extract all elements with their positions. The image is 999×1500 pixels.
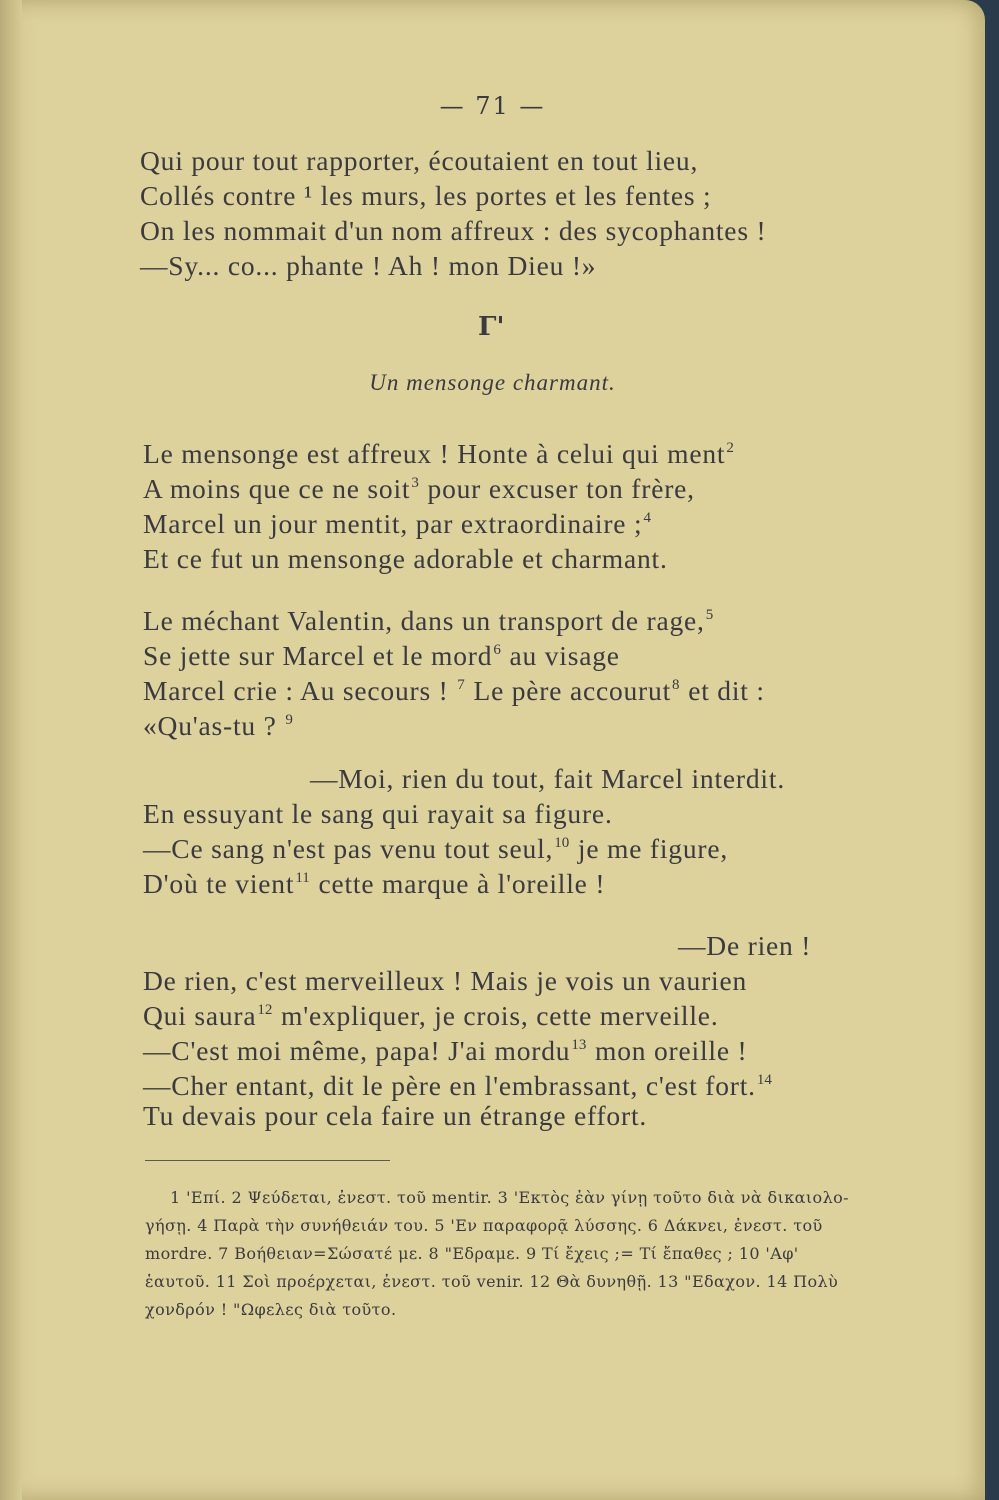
- verse-line: —Ce sang n'est pas venu tout seul,$^{10}$ je me figure,: [143, 833, 729, 864]
- verse-line: —De rien !: [678, 930, 812, 961]
- verse-line: Tu devais pour cela faire un étrange effort.: [143, 1100, 648, 1131]
- footnote-line: χονδρόν ! "Ωφελες διὰ τοῦτο.: [145, 1300, 397, 1319]
- footnote-line: ἑαυτοῦ. 11 Σοὶ προέρχεται, ἐνεστ. τοῦ venir. 12 Θὰ δυνηθῇ. 13 "Εδαχον. 14 Πολὺ: [145, 1272, 839, 1291]
- footnote-ref: 6: [493, 642, 501, 658]
- verse-line: «Qu'as-tu ? $^9$: [143, 710, 293, 741]
- footnote-ref: 4: [643, 510, 651, 526]
- verse-line: En essuyant le sang qui rayait sa figure.: [143, 798, 613, 829]
- page-gutter: [0, 0, 22, 1500]
- footnote-line: 1 'Επί. 2 Ψεύδεται, ἐνεστ. τοῦ mentir. 3 'Εκτὸς ἐὰν γίνῃ τοῦτο διὰ νὰ δικαιολο-: [170, 1188, 849, 1207]
- verse-line: —Cher entant, dit le père en l'embrassant, c'est fort.$^{14}$: [143, 1070, 772, 1101]
- section-letter: Γ': [478, 312, 505, 342]
- verse-line: Se jette sur Marcel et le mord$^6$ au visage: [143, 640, 620, 671]
- footnote-ref: 13: [571, 1037, 587, 1053]
- footnote-ref: 10: [554, 835, 570, 851]
- footnote-line: γήσῃ. 4 Παρὰ τὴν συνήθειάν του. 5 'Εν παραφορᾷ λύσσης. 6 Δάκνει, ἐνεστ. τοῦ: [145, 1216, 823, 1235]
- verse-line: D'où te vient$^{11}$ cette marque à l'oreille !: [143, 868, 606, 899]
- footnote-ref: 11: [295, 870, 310, 886]
- verse-line: —Sy... co... phante ! Ah ! mon Dieu !»: [140, 250, 597, 281]
- section-title: Un mensonge charmant.: [369, 370, 616, 395]
- verse-line: Qui saura$^{12}$ m'expliquer, je crois, cette merveille.: [143, 1000, 719, 1031]
- footnote-ref: 3: [411, 475, 419, 491]
- footnote-ref: 7: [457, 677, 465, 693]
- verse-line: Et ce fut un mensonge adorable et charmant.: [143, 543, 668, 574]
- verse-line: On les nommait d'un nom affreux : des sycophantes !: [140, 215, 767, 246]
- verse-line: Collés contre ¹ les murs, les portes et les fentes ;: [140, 180, 712, 211]
- footnote-ref: 14: [756, 1072, 772, 1088]
- footnote-line: mordre. 7 Βοήθειαν=Σώσατέ με. 8 "Εδραμε. 9 Τί ἔχεις ;= Τί ἔπαθες ; 10 'Αφ': [145, 1244, 799, 1263]
- footnote-ref: 2: [726, 440, 734, 456]
- footnote-ref: 9: [285, 712, 293, 728]
- verse-line: —Moi, rien du tout, fait Marcel interdit.: [310, 763, 785, 794]
- verse-line: A moins que ce ne soit$^3$ pour excuser ton frère,: [143, 473, 695, 504]
- verse-line: Qui pour tout rapporter, écoutaient en tout lieu,: [140, 145, 699, 176]
- verse-line: Le mensonge est affreux ! Honte à celui qui ment$^2$: [143, 438, 734, 469]
- verse-line: Marcel crie : Au secours ! $^7$ Le père accourut$^8$ et dit :: [143, 675, 765, 706]
- verse-line: Le méchant Valentin, dans un transport de rage,$^5$: [143, 605, 714, 636]
- verse-line: —C'est moi même, papa! J'ai mordu$^{13}$ mon oreille !: [143, 1035, 748, 1066]
- page-number: — 71 —: [439, 92, 546, 120]
- verse-line: Marcel un jour mentit, par extraordinaire ;$^4$: [143, 508, 651, 539]
- footnote-divider: [145, 1160, 390, 1161]
- footnote-ref: 12: [257, 1002, 273, 1018]
- footnote-ref: 5: [705, 607, 714, 623]
- verse-line: De rien, c'est merveilleux ! Mais je vois un vaurien: [143, 965, 748, 996]
- footnote-ref: 8: [672, 677, 680, 693]
